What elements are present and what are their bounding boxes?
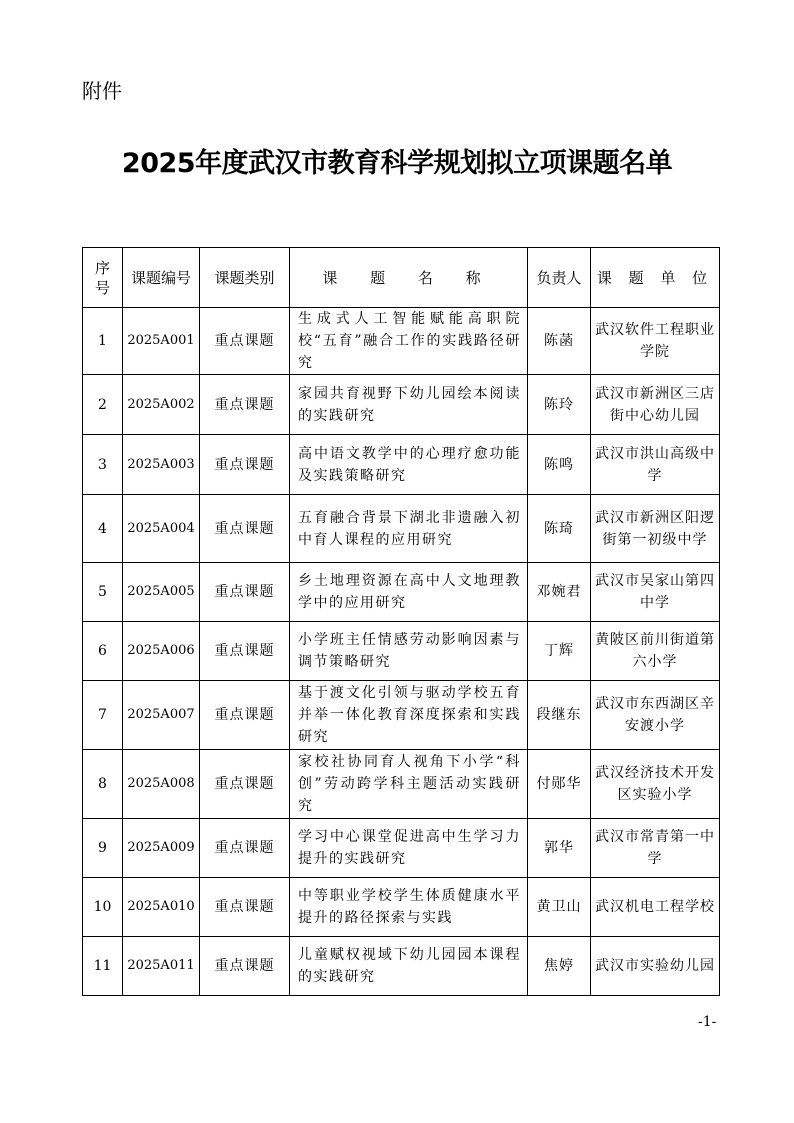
table-row	[83, 563, 720, 622]
table-row	[83, 308, 720, 375]
table-row	[83, 819, 720, 878]
row-leader: 段继东	[528, 681, 591, 750]
row-category: 重点课题	[200, 937, 290, 996]
row-code: 2025A007	[123, 681, 200, 750]
row-num: 9	[83, 819, 123, 878]
row-title: 生成式人工智能赋能高职院校“五育”融合工作的实践路径研究	[290, 308, 528, 375]
row-leader: 丁辉	[528, 622, 591, 681]
row-category: 重点课题	[200, 878, 290, 937]
row-num: 10	[83, 878, 123, 937]
row-unit: 武汉机电工程学校	[591, 878, 720, 937]
row-leader: 陈菡	[528, 308, 591, 375]
table-row	[83, 435, 720, 495]
row-category: 重点课题	[200, 308, 290, 375]
row-unit: 武汉市洪山高级中学	[591, 435, 720, 495]
row-category: 重点课题	[200, 375, 290, 435]
row-unit: 武汉市实验幼儿园	[591, 937, 720, 996]
page-number: -1-	[698, 1014, 717, 1030]
row-code: 2025A001	[123, 308, 200, 375]
table-row	[83, 878, 720, 937]
row-num: 1	[83, 308, 123, 375]
row-title: 中等职业学校学生体质健康水平提升的路径探索与实践	[290, 878, 528, 937]
row-category: 重点课题	[200, 750, 290, 819]
row-unit: 武汉市常青第一中学	[591, 819, 720, 878]
header-unit: 课 题 单 位	[591, 248, 720, 308]
row-unit: 武汉市新洲区阳逻街第一初级中学	[591, 495, 720, 563]
row-category: 重点课题	[200, 495, 290, 563]
row-num: 4	[83, 495, 123, 563]
row-title: 高中语文教学中的心理疗愈功能及实践策略研究	[290, 435, 528, 495]
row-code: 2025A005	[123, 563, 200, 622]
row-title: 家校社协同育人视角下小学“科创”劳动跨学科主题活动实践研究	[290, 750, 528, 819]
row-num: 5	[83, 563, 123, 622]
row-category: 重点课题	[200, 681, 290, 750]
row-unit: 武汉市东西湖区辛安渡小学	[591, 681, 720, 750]
row-leader: 陈玲	[528, 375, 591, 435]
row-title: 儿童赋权视域下幼儿园园本课程的实践研究	[290, 937, 528, 996]
row-unit: 武汉软件工程职业学院	[591, 308, 720, 375]
row-unit: 武汉市新洲区三店街中心幼儿园	[591, 375, 720, 435]
header-name: 课 题 名 称	[290, 248, 528, 308]
row-num: 8	[83, 750, 123, 819]
row-category: 重点课题	[200, 622, 290, 681]
table-header-row	[83, 248, 720, 308]
row-code: 2025A011	[123, 937, 200, 996]
row-num: 11	[83, 937, 123, 996]
table-row	[83, 622, 720, 681]
row-code: 2025A006	[123, 622, 200, 681]
table-row	[83, 681, 720, 750]
row-code: 2025A004	[123, 495, 200, 563]
row-category: 重点课题	[200, 563, 290, 622]
row-leader: 陈鸣	[528, 435, 591, 495]
header-category: 课题类别	[200, 248, 290, 308]
table-row	[83, 750, 720, 819]
row-title: 家园共育视野下幼儿园绘本阅读的实践研究	[290, 375, 528, 435]
row-code: 2025A010	[123, 878, 200, 937]
row-num: 3	[83, 435, 123, 495]
row-category: 重点课题	[200, 435, 290, 495]
table-row	[83, 495, 720, 563]
row-code: 2025A008	[123, 750, 200, 819]
row-title: 小学班主任情感劳动影响因素与调节策略研究	[290, 622, 528, 681]
row-leader: 郭华	[528, 819, 591, 878]
row-leader: 付郧华	[528, 750, 591, 819]
row-title: 乡土地理资源在高中人文地理教学中的应用研究	[290, 563, 528, 622]
header-code: 课题编号	[123, 248, 200, 308]
row-code: 2025A009	[123, 819, 200, 878]
row-title: 五育融合背景下湖北非遗融入初中育人课程的应用研究	[290, 495, 528, 563]
row-category: 重点课题	[200, 819, 290, 878]
project-list-table	[82, 247, 720, 996]
row-title: 基于渡文化引领与驱动学校五育并举一体化教育深度探索和实践研究	[290, 681, 528, 750]
table-row	[83, 937, 720, 996]
row-leader: 陈琦	[528, 495, 591, 563]
attachment-label: 附件	[82, 79, 122, 103]
row-num: 7	[83, 681, 123, 750]
row-code: 2025A003	[123, 435, 200, 495]
row-leader: 黄卫山	[528, 878, 591, 937]
row-num: 2	[83, 375, 123, 435]
row-unit: 武汉市吴家山第四中学	[591, 563, 720, 622]
row-code: 2025A002	[123, 375, 200, 435]
row-unit: 黄陂区前川街道第六小学	[591, 622, 720, 681]
row-leader: 邓婉君	[528, 563, 591, 622]
document-title: 2025年度武汉市教育科学规划拟立项课题名单	[121, 148, 673, 179]
row-title: 学习中心课堂促进高中生学习力提升的实践研究	[290, 819, 528, 878]
row-leader: 焦婷	[528, 937, 591, 996]
header-num: 序号	[83, 248, 123, 308]
row-num: 6	[83, 622, 123, 681]
row-unit: 武汉经济技术开发区实验小学	[591, 750, 720, 819]
table-row	[83, 375, 720, 435]
header-leader: 负责人	[528, 248, 591, 308]
